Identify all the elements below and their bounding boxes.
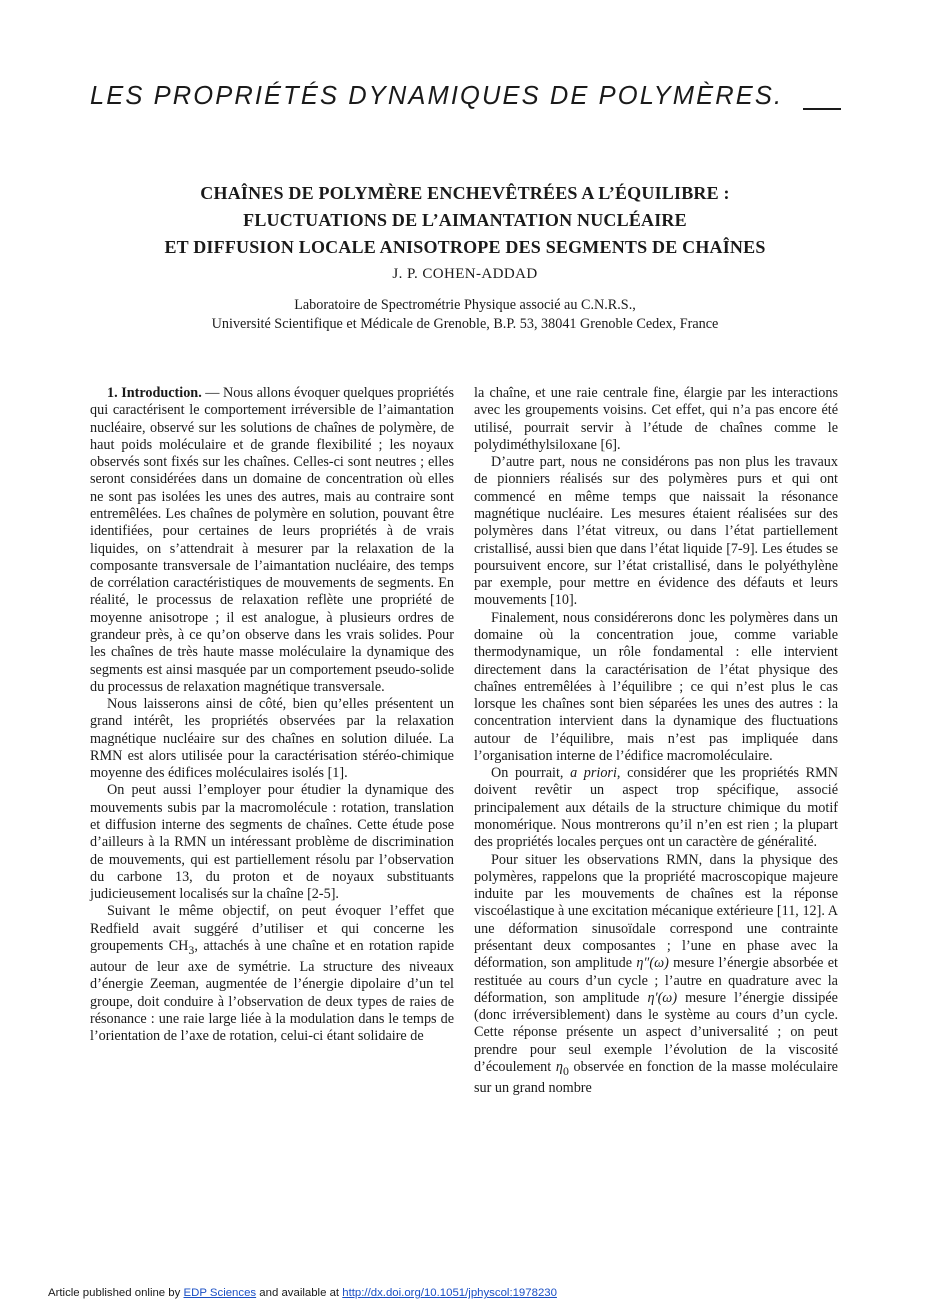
paragraph-text: observée en fonction de la masse moléculaire sur un grand nombre	[474, 1058, 838, 1097]
article-title-line: ET DIFFUSION LOCALE ANISOTROPE DES SEGMENTS DE CHAÎNES	[164, 237, 766, 257]
series-title-rule	[803, 108, 841, 110]
math-symbol: η″(ω)	[636, 955, 669, 972]
paragraph: D’autre part, nous ne considérons pas non plus les travaux de pionniers réalisés sur des polymères purs et qui ont commencé en même temps que naissait la résonance magnétique nucléaire. Les mesures étaient réalisées sur des polymères dans l’état vitreux, ou dans l’état partiellement cristallisé, aussi bien que dans l’état liquide [7-9]. Les études se poursuivent encore, sur l’état cristallisé, dans le polyéthylène par exemple, pour mettre en évidence des défauts et leurs mouvements [10].	[474, 454, 838, 609]
footer-text: and available at	[256, 1287, 343, 1299]
article-affiliation	[100, 296, 830, 334]
body-column-left	[90, 385, 454, 1046]
affiliation-line: Université Scientifique et Médicale de Grenoble, B.P. 53, 38041 Grenoble Cedex, France	[211, 316, 719, 332]
paragraph-text: Suivant le même objectif, on peut évoquer l’effet que Redfield avait suggéré d’utiliser et qui concerne les groupements CH	[90, 903, 454, 954]
math-symbol: η	[555, 1058, 563, 1075]
paragraph	[90, 903, 454, 1045]
math-symbol: η′(ω)	[647, 989, 678, 1006]
publisher-link[interactable]: EDP Sciences	[183, 1287, 257, 1299]
paragraph: la chaîne, et une raie centrale fine, élargie par les interactions avec les groupements voisins. Cet effet, qui n’a pas encore été utilisé, pourrait servir à l’étude de chaînes comme le polydiméthylsiloxane [6].	[474, 385, 838, 453]
paragraph	[474, 765, 838, 851]
subscript: 3	[188, 942, 195, 957]
article-authors: J. P. COHEN-ADDAD	[392, 266, 538, 282]
article-title-line: FLUCTUATIONS DE L’AIMANTATION NUCLÉAIRE	[243, 210, 687, 230]
body-column-right	[474, 385, 838, 1097]
paragraph-text: On pourrait,	[491, 765, 571, 782]
paragraph-text: mesure l’énergie dissipée (donc irréversiblement) dans le système au cours d’un cycle. Cette réponse présente un aspect d’universalité ; on peut prendre pour seul exemple l’évolution de la viscosité d’écoulement	[474, 989, 838, 1075]
paragraph-text: Pour situer les observations RMN, dans la physique des polymères, rappelons que la propriété macroscopique majeure induite par les mouvements de chaînes est la réponse viscoélastique à une excitation mécanique extérieure [11, 12]. A une déformation sinusoïdale correspond une contrainte présentant deux composantes ; l’une en phase avec la déformation, son amplitude	[474, 851, 838, 972]
italic-term: a priori	[570, 765, 617, 782]
section-heading: 1. Introduction.	[107, 385, 202, 401]
paragraph	[474, 852, 838, 1098]
publisher-footer	[48, 1287, 557, 1299]
footer-text: Article published online by	[48, 1287, 184, 1299]
paragraph	[90, 385, 454, 696]
paragraph: Nous laisserons ainsi de côté, bien qu’elles présentent un grand intérêt, les propriétés observées par la relaxation magnétique nucléaire sur des chaînes en solution diluée. La RMN est alors utilisée pour la caractérisation stéréo-chimique moyenne des édifices moléculaires isolés [1].	[90, 696, 454, 782]
paragraph: Finalement, nous considérerons donc les polymères dans un domaine où la concentration joue, comme variable thermodynamique, un rôle fondamental : elle intervient directement dans la caractérisation de l’état physique des chaînes entremêlées à l’équilibre ; ce qui n’est plus le cas lorsque les chaînes sont bien séparées les unes des autres : la concentration intervient dans la dynamique des fluctuations autour de l’équilibre, mais n’est pas impliquée dans l’organisation interne de l’édifice macromoléculaire.	[474, 609, 838, 764]
article-title	[100, 180, 830, 261]
paragraph-text: , considérer que les propriétés RMN doivent revêtir un aspect trop spécifique, associé principalement aux détails de la structure chimique du motif monomérique. Nous montrerons qu’il n’en est rien ; la plupart des propriétés locales perçues ont un caractère de généralité.	[474, 765, 838, 851]
paragraph: On peut aussi l’employer pour étudier la dynamique des mouvements subis par la macromolécule : rotation, translation et diffusion interne des segments de chaînes. Cette étude pose d’ailleurs à la RMN un intéressant problème de discrimination de mouvements, qui est partiellement résolu par l’observation du carbone 13, du proton et de noyaux substituants judicieusement localisés sur la chaîne [2-5].	[90, 782, 454, 903]
paragraph-text: , attachés à une chaîne et en rotation rapide autour de leur axe de symétrie. La structure des niveaux d’énergie Zeeman, augmentée de l’énergie dipolaire d’un tel groupe, doit conduire à l’observation de deux types de raies de résonance : une raie large liée à la modulation dans le temps de l’orientation de l’axe de rotation, celui-ci étant solidaire de	[90, 938, 454, 1045]
affiliation-line: Laboratoire de Spectrométrie Physique associé au C.N.R.S.,	[294, 297, 636, 313]
article-title-line: CHAÎNES DE POLYMÈRE ENCHEVÊTRÉES A L’ÉQUILIBRE :	[200, 183, 730, 203]
paragraph-text: mesure l’énergie absorbée et restituée au cours d’un cycle ; l’autre en quadrature avec la déformation, son amplitude	[474, 955, 838, 1006]
subscript: 0	[562, 1063, 569, 1078]
paragraph-text: — Nous allons évoquer quelques propriétés qui caractérisent le comportement irréversible de l’aimantation nucléaire, observé sur les solutions de chaînes de polymère, de haut poids moléculaire et de grande flexibilité ; les noyaux observés sont fixés sur les chaînes. Celles-ci sont neutres ; elles seront considérées dans un domaine de concentration où elles ne sont pas isolées les unes des autres, mais au contraire sont entremêlées. Les chaînes de polymère en solution, pouvant être identifiées, pour certaines de leurs propriétés à de vrais liquides, on s’attendrait à mesurer par la relaxation de la composante transversale de l’aimantation nucléaire, des temps de corrélation caractéristiques de mouvements de segments. En réalité, le processus de relaxation reflète une propriété de moyenne anisotrope ; il est analogue, à plusieurs ordres de grandeur près, à ce qu’on observe dans les vrais solides. Pour les chaînes de très haute masse moléculaire la dynamique des segments est ainsi masquée par un comportement pseudo-solide du processus de relaxation magnétique transversale.	[90, 385, 454, 695]
series-title: LES PROPRIÉTÉS DYNAMIQUES DE POLYMÈRES.	[90, 82, 784, 110]
doi-link[interactable]: http://dx.doi.org/10.1051/jphyscol:1978230	[342, 1287, 557, 1299]
